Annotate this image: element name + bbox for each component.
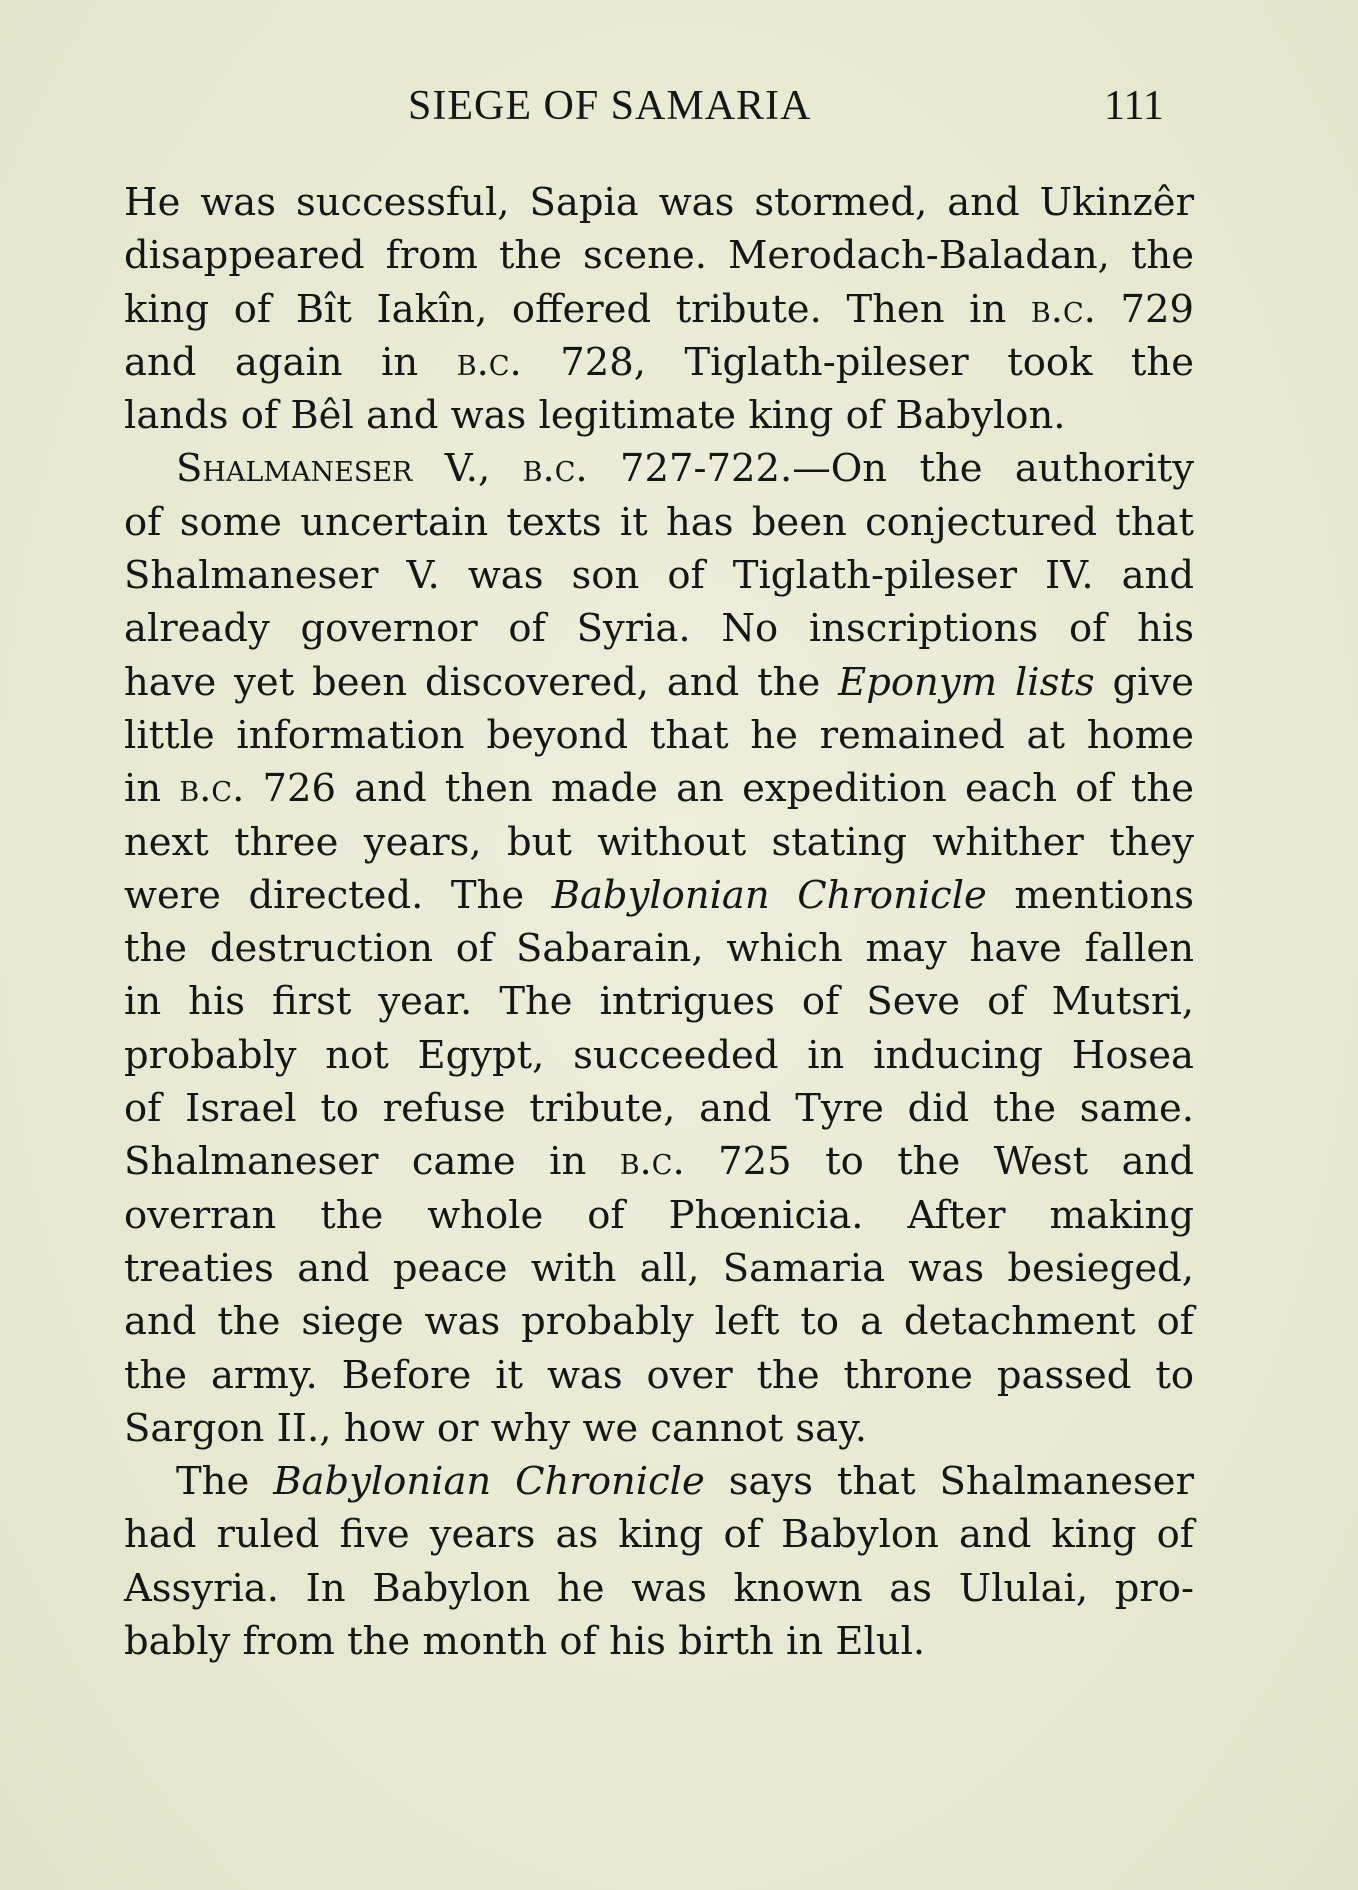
text-run: says that Shalmaneser — [704, 1459, 1194, 1505]
text-run: 727-722.—On the authority — [587, 446, 1194, 492]
text-line — [124, 442, 1194, 495]
text-run: in his first year. The intrigues of Seve of Mutsri, — [124, 979, 1194, 1025]
text-run: probably not Egypt, succeeded in inducing Hosea — [124, 1032, 1194, 1078]
text-run: Shalmaneser V. was son of Tiglath-pileser IV. and — [124, 553, 1194, 599]
text-line — [124, 656, 1194, 709]
text-line — [124, 1135, 1194, 1188]
text-line — [124, 1029, 1194, 1082]
small-caps-run: b.c. — [1030, 286, 1096, 332]
body-text — [124, 176, 1194, 1668]
running-head — [0, 82, 1358, 142]
text-run: mentions — [986, 872, 1194, 918]
text-run: V., — [412, 446, 523, 492]
text-line — [124, 762, 1194, 815]
text-run: 729 — [1095, 286, 1194, 332]
italic-title: Babylonian Chronicle — [273, 1459, 705, 1505]
text-run: little information beyond that he remained at home — [124, 712, 1194, 758]
text-line — [124, 1615, 1194, 1668]
text-line — [124, 709, 1194, 762]
text-line — [124, 1562, 1194, 1615]
text-run: of Israel to refuse tribute, and Tyre did the same. — [124, 1086, 1194, 1132]
text-run: king of Bît Iakîn, offered tribute. Then in — [124, 286, 1031, 332]
text-line — [124, 283, 1194, 336]
text-line — [124, 336, 1194, 389]
paragraph — [124, 442, 1194, 1455]
text-run: The — [176, 1459, 274, 1505]
text-run: and again in — [124, 339, 457, 385]
text-run: had ruled five years as king of Babylon and king of — [124, 1512, 1194, 1558]
text-run: have yet been discovered, and the — [124, 659, 839, 705]
text-run: give — [1094, 659, 1194, 705]
text-run: overran the whole of Phœnicia. After making — [124, 1192, 1194, 1238]
text-run: of some uncertain texts it has been conjectured that — [124, 499, 1194, 545]
text-line — [124, 229, 1194, 282]
text-run: the army. Before it was over the throne passed to — [124, 1352, 1194, 1398]
small-caps-run: b.c. — [522, 446, 588, 492]
text-run: lands of Bêl and was legitimate king of Babylon. — [124, 393, 1066, 439]
small-caps-run: b.c. — [179, 766, 245, 812]
text-run: bably from the month of his birth in Elul. — [124, 1619, 926, 1665]
text-line — [124, 176, 1194, 229]
text-run: treaties and peace with all, Samaria was besieged, — [124, 1245, 1194, 1291]
text-run: Assyria. In Babylon he was known as Ululai, pro- — [124, 1565, 1194, 1611]
text-run: were directed. The — [124, 872, 552, 918]
text-line — [124, 1295, 1194, 1348]
paragraph — [124, 176, 1194, 442]
text-line — [124, 496, 1194, 549]
text-run: Shalmaneser came in — [124, 1139, 620, 1185]
text-run: next three years, but without stating whither they — [124, 819, 1194, 865]
text-line — [124, 1242, 1194, 1295]
text-line — [124, 975, 1194, 1028]
text-line — [124, 1455, 1194, 1508]
text-line — [124, 1508, 1194, 1561]
small-caps-run: b.c. — [456, 339, 522, 385]
italic-title: Eponym lists — [838, 659, 1095, 705]
page-number: 111 — [1104, 83, 1164, 129]
text-line — [124, 389, 1194, 442]
text-line — [124, 549, 1194, 602]
paragraph — [124, 1455, 1194, 1668]
text-run: in — [124, 766, 180, 812]
small-caps-run: Shalmaneser — [176, 446, 413, 492]
text-line — [124, 869, 1194, 922]
text-line — [124, 1189, 1194, 1242]
text-run: the destruction of Sabarain, which may have fallen — [124, 926, 1194, 972]
small-caps-run: b.c. — [619, 1139, 685, 1185]
text-line — [124, 1082, 1194, 1135]
text-run: 725 to the West and — [684, 1139, 1195, 1185]
text-run: already governor of Syria. No inscriptions of his — [124, 606, 1194, 652]
text-run: disappeared from the scene. Merodach-Baladan, the — [124, 233, 1194, 279]
text-line — [124, 602, 1194, 655]
text-line — [124, 1402, 1194, 1455]
running-title: SIEGE OF SAMARIA — [408, 83, 812, 129]
text-run: He was successful, Sapia was stormed, and Ukinzêr — [124, 180, 1194, 225]
text-run: 726 and then made an expedition each of the — [244, 766, 1194, 812]
text-line — [124, 922, 1194, 975]
italic-title: Babylonian Chronicle — [551, 872, 987, 918]
text-line — [124, 1349, 1194, 1402]
text-line — [124, 816, 1194, 869]
text-run: 728, Tiglath-pileser took the — [521, 339, 1194, 385]
text-run: and the siege was probably left to a detachment of — [124, 1299, 1194, 1345]
text-run: Sargon II., how or why we cannot say. — [124, 1405, 868, 1451]
